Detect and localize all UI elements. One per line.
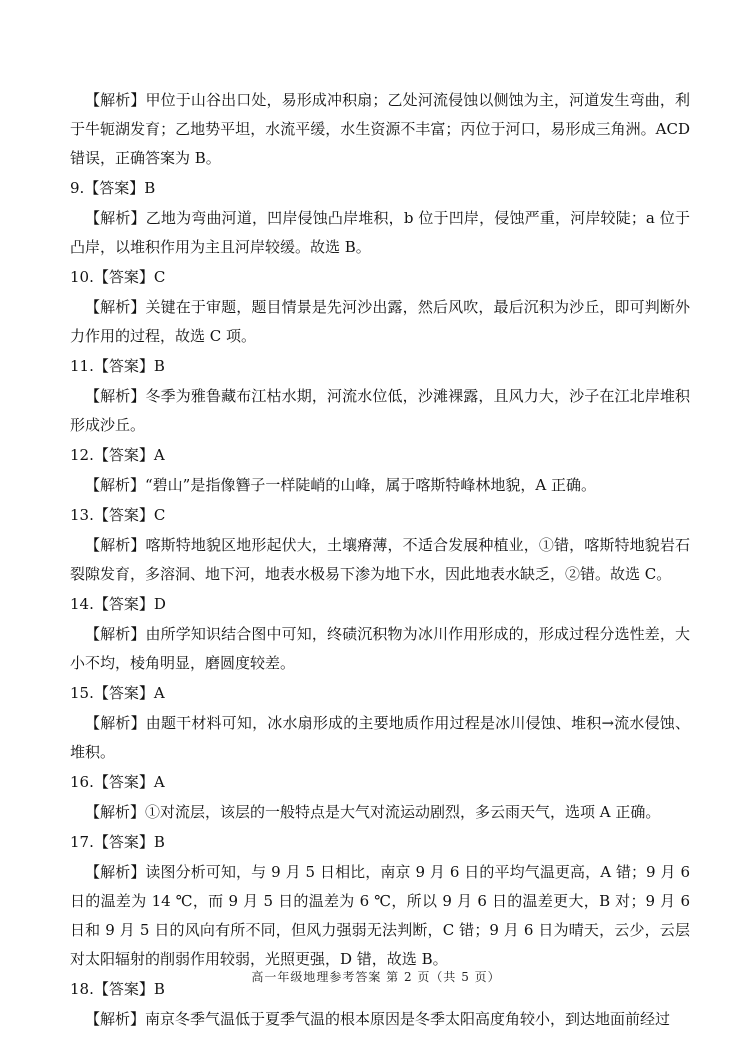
analysis-text: 【解析】南京冬季气温低于夏季气温的根本原因是冬季太阳高度角较小，到达地面前经过 xyxy=(85,1010,671,1028)
analysis-text: 【解析】由所学知识结合图中可知，终碛沉积物为冰川作用形成的，形成过程分选性差，大小不均，棱角明显，磨圆度较差。 xyxy=(70,625,690,672)
answer-key-page xyxy=(70,86,690,1034)
entry-18 xyxy=(70,980,690,1034)
answer-line: 10.【答案】C xyxy=(70,268,166,286)
entry-14 xyxy=(70,595,690,678)
page-footer: 高一年级地理参考答案 第 2 页（共 5 页） xyxy=(251,970,501,984)
answer-line: 14.【答案】D xyxy=(70,595,166,613)
entry-12 xyxy=(70,446,690,500)
entry-8-continued xyxy=(70,86,690,173)
entry-15 xyxy=(70,684,690,767)
answer-line: 17.【答案】B xyxy=(70,833,165,851)
analysis-text: 【解析】关键在于审题，题目情景是先河沙出露，然后风吹，最后沉积为沙丘，即可判断外力作用的过程，故选 C 项。 xyxy=(70,298,690,345)
analysis-text: 【解析】“碧山”是指像簪子一样陡峭的山峰，属于喀斯特峰林地貌，A 正确。 xyxy=(85,476,596,494)
analysis-text: 【解析】喀斯特地貌区地形起伏大，土壤瘠薄，不适合发展种植业，①错，喀斯特地貌岩石裂隙发育，多溶洞、地下河，地表水极易下渗为地下水，因此地表水缺乏，②错。故选 C。 xyxy=(70,536,690,583)
analysis-text: 【解析】冬季为雅鲁藏布江枯水期，河流水位低，沙滩裸露，且风力大，沙子在江北岸堆积形成沙丘。 xyxy=(70,387,690,434)
analysis-text: 【解析】由题干材料可知，冰水扇形成的主要地质作用过程是冰川侵蚀、堆积→流水侵蚀、堆积。 xyxy=(70,714,690,761)
entry-17 xyxy=(70,833,690,974)
analysis-text: 【解析】读图分析可知，与 9 月 5 日相比，南京 9 月 6 日的平均气温更高，A 错；9 月 6 日的温差为 14 ℃，而 9 月 5 日的温差为 6 ℃，所以 9 月 6 日的温差更大，B 对；9 月 6 日和 9 月 5 日的风向有所不同，但风力强弱无法判断，C 错；9 月 6 日为晴天，云少，云层对太阳辐射的削弱作用较弱，光照更强，D 错，故选 B。 xyxy=(70,863,690,968)
entry-11 xyxy=(70,357,690,440)
answer-line: 18.【答案】B xyxy=(70,980,165,998)
answer-line: 12.【答案】A xyxy=(70,446,165,464)
answer-line: 16.【答案】A xyxy=(70,773,165,791)
answer-line: 11.【答案】B xyxy=(70,357,165,375)
analysis-text: 【解析】乙地为弯曲河道，凹岸侵蚀凸岸堆积，b 位于凹岸，侵蚀严重，河岸较陡；a 位于凸岸，以堆积作用为主且河岸较缓。故选 B。 xyxy=(70,209,690,256)
answer-line: 9.【答案】B xyxy=(70,179,156,197)
entry-16 xyxy=(70,773,690,827)
analysis-text: 【解析】甲位于山谷出口处，易形成冲积扇；乙处河流侵蚀以侧蚀为主，河道发生弯曲，利于牛轭湖发育；乙地势平坦，水流平缓，水生资源不丰富；丙位于河口，易形成三角洲。ACD 错误，正确答案为 B。 xyxy=(70,91,690,167)
analysis-text: 【解析】①对流层，该层的一般特点是大气对流运动剧烈，多云雨天气，选项 A 正确。 xyxy=(85,803,661,821)
answer-line: 13.【答案】C xyxy=(70,506,166,524)
entry-13 xyxy=(70,506,690,589)
answer-line: 15.【答案】A xyxy=(70,684,165,702)
entry-10 xyxy=(70,268,690,351)
entry-9 xyxy=(70,179,690,262)
